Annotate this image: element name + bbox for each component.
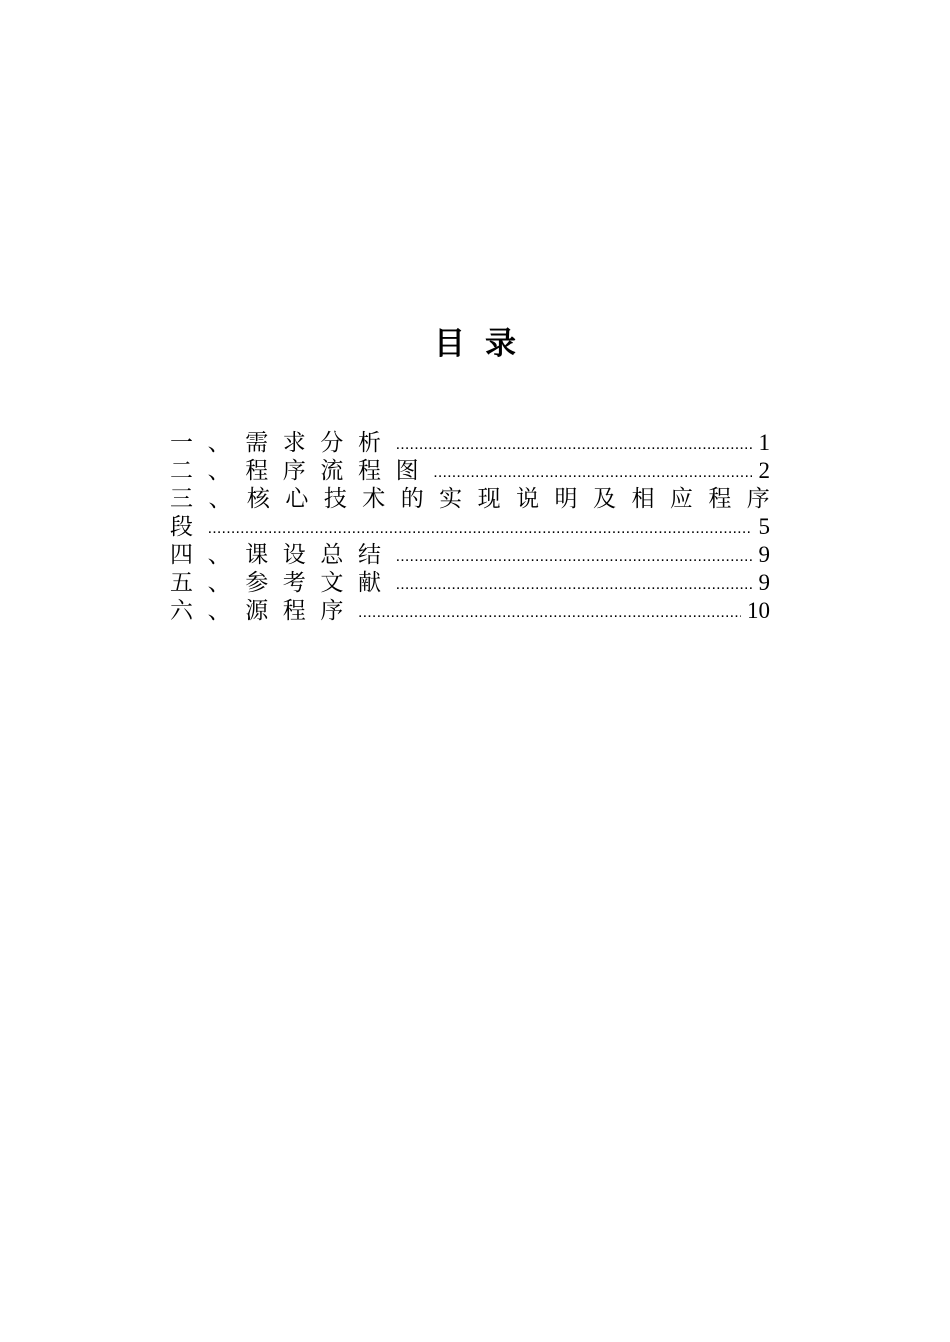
toc-label-char: 术: [362, 486, 386, 512]
toc-entry-continuation: [170, 513, 770, 541]
toc-label-char: 实: [439, 486, 463, 512]
toc-entry-page: 2: [758, 458, 770, 483]
toc-entry-label-wrapped: [170, 485, 770, 513]
toc-label-char: 应: [669, 486, 693, 512]
toc-entry-1[interactable]: [170, 429, 770, 457]
table-of-contents: [170, 429, 770, 625]
toc-title: 目 录: [434, 326, 516, 362]
toc-dot-leader: [396, 543, 752, 571]
toc-label-char: 技: [323, 486, 347, 512]
toc-entry-page: 9: [758, 570, 770, 595]
toc-entry-label: 五、参考文献: [170, 570, 396, 596]
toc-dot-leader: [433, 459, 752, 487]
toc-dot-leader: [396, 431, 752, 459]
toc-entry-label: 四、课设总结: [170, 542, 396, 568]
toc-entry-label: 一、需求分析: [170, 430, 396, 456]
toc-label-char: 序: [746, 486, 770, 512]
toc-label-char: 的: [400, 486, 424, 512]
toc-label-char: 核: [246, 486, 270, 512]
toc-dot-leader: [358, 599, 741, 627]
toc-label-char: 程: [708, 486, 732, 512]
toc-entry-page: 10: [747, 598, 770, 623]
toc-entry-6[interactable]: [170, 597, 770, 625]
toc-label-char: 相: [631, 486, 655, 512]
toc-label-char: 心: [285, 486, 309, 512]
toc-entry-5[interactable]: [170, 569, 770, 597]
toc-label-char: 及: [592, 486, 616, 512]
toc-label-char: 说: [516, 486, 540, 512]
toc-dot-leader: [208, 515, 752, 543]
toc-entry-label-tail: 段: [170, 514, 208, 540]
toc-entry-page: 9: [758, 542, 770, 567]
toc-dot-leader: [396, 571, 752, 599]
toc-entry-label: 六、源程序: [170, 598, 358, 624]
toc-entry-page: 5: [758, 514, 770, 539]
toc-label-char: 现: [477, 486, 501, 512]
toc-entry-4[interactable]: [170, 541, 770, 569]
toc-label-char: 、: [208, 486, 232, 512]
toc-label-char: 三: [170, 486, 193, 512]
toc-entry-2[interactable]: [170, 457, 770, 485]
toc-label-char: 明: [554, 486, 578, 512]
toc-entry-3[interactable]: [170, 485, 770, 541]
toc-entry-page: 1: [758, 430, 770, 455]
toc-entry-label: 二、程序流程图: [170, 458, 434, 484]
